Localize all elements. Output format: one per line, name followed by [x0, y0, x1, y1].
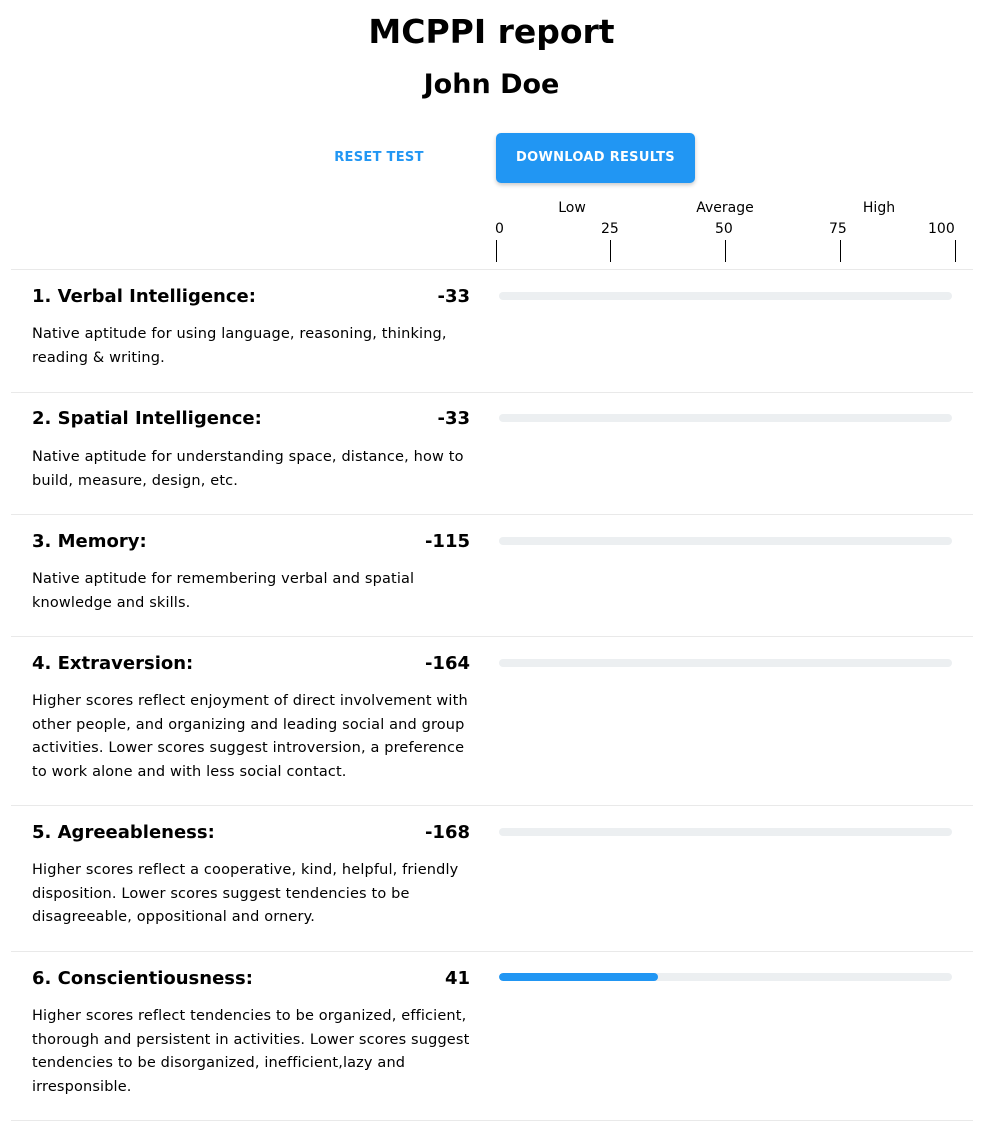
tick-line [610, 240, 611, 262]
trait-progress-bar [499, 537, 952, 545]
trait-progress-fill [499, 973, 658, 981]
scale-word-average: Average [696, 200, 754, 216]
scale-word-low: Low [558, 200, 586, 216]
trait-description: Native aptitude for understanding space, distance, how to build, measure, design, etc. [32, 449, 464, 489]
trait-description: Higher scores reflect a cooperative, kind, helpful, friendly disposition. Lower scores suggest tendencies to be disagreeable, oppositional and ornery. [32, 862, 459, 925]
trait-score: 41 [444, 968, 470, 989]
trait-score: -115 [424, 531, 470, 552]
trait-progress-bar [499, 292, 952, 300]
reset-test-button[interactable]: RESET TEST [334, 150, 424, 165]
trait-score: -33 [437, 286, 470, 307]
person-name: John Doe [423, 69, 560, 100]
trait-title: 1. Verbal Intelligence: [32, 286, 256, 307]
scale-word-high: High [862, 200, 896, 216]
trait-title: 5. Agreeableness: [32, 822, 215, 843]
tick-line [840, 240, 841, 262]
trait-progress-bar [499, 414, 952, 422]
tick-line [955, 240, 956, 262]
divider [11, 269, 973, 270]
tick-label-100: 100 [928, 221, 955, 237]
trait-description: Higher scores reflect enjoyment of direct involvement with other people, and organizing and leading social and group activities. Lower scores suggest introversion, a preference to work alone and with less social contact. [32, 693, 468, 780]
trait-title: 3. Memory: [32, 531, 147, 552]
divider [11, 805, 973, 806]
trait-description: Higher scores reflect tendencies to be organized, efficient, thorough and persistent in activities. Lower scores suggest tendencies to be disorganized, inefficient,lazy and irresponsible. [32, 1008, 470, 1095]
tick-label-25: 25 [601, 221, 619, 237]
tick-label-50: 50 [715, 221, 733, 237]
download-results-button[interactable]: DOWNLOAD RESULTS [496, 133, 695, 183]
tick-label-0: 0 [495, 221, 504, 237]
trait-progress-bar [499, 828, 952, 836]
divider [11, 1120, 973, 1121]
divider [11, 636, 973, 637]
trait-score: -168 [424, 822, 470, 843]
trait-title: 2. Spatial Intelligence: [32, 408, 262, 429]
page-title: MCPPI report [368, 12, 615, 51]
trait-description: Native aptitude for remembering verbal and spatial knowledge and skills. [32, 571, 415, 611]
trait-title: 4. Extraversion: [32, 653, 194, 674]
divider [11, 392, 973, 393]
tick-line [725, 240, 726, 262]
trait-progress-bar [499, 973, 952, 981]
trait-progress-bar [499, 659, 952, 667]
trait-title: 6. Conscientiousness: [32, 968, 253, 989]
trait-score: -164 [424, 653, 470, 674]
divider [11, 514, 973, 515]
trait-description: Native aptitude for using language, reasoning, thinking, reading & writing. [32, 326, 447, 366]
trait-score: -33 [437, 408, 470, 429]
divider [11, 951, 973, 952]
tick-line [496, 240, 497, 262]
tick-label-75: 75 [829, 221, 847, 237]
